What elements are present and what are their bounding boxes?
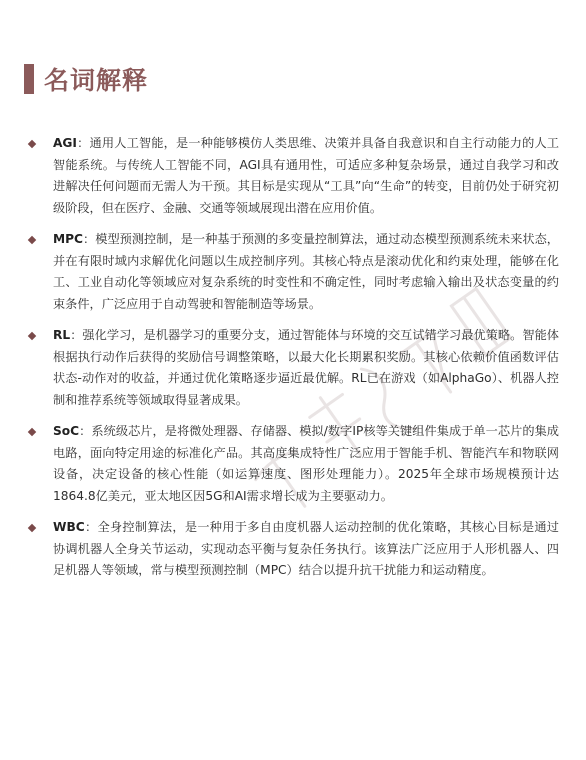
diamond-bullet-icon bbox=[28, 524, 36, 532]
diamond-bullet-icon bbox=[28, 428, 36, 436]
glossary-item-wbc bbox=[29, 517, 559, 582]
page-title: 名词解释 bbox=[44, 66, 149, 95]
glossary-item-soc bbox=[29, 421, 559, 507]
diamond-bullet-icon bbox=[28, 236, 36, 244]
section-header bbox=[24, 64, 148, 94]
glossary-term: AGI bbox=[53, 136, 77, 150]
glossary-list bbox=[29, 133, 559, 592]
glossary-term: MPC bbox=[53, 232, 84, 246]
glossary-definition: ：强化学习，是机器学习的重要分支，通过智能体与环境的交互试错学习最优策略。智能体根据执行动作后获得的奖励信号调整策略，以最大化长期累积奖励。其核心依赖价值函数评估状态-动作对的收益，并通过优化策略逐步逼近最优解。RL已在游戏（如AlphaGo）、机器人控制和推荐系统等领域取得显著成果。 bbox=[53, 328, 559, 407]
glossary-definition: ：全身控制算法，是一种用于多自由度机器人运动控制的优化策略，其核心目标是通过协调机器人全身关节运动，实现动态平衡与复杂任务执行。该算法广泛应用于人形机器人、四足机器人等领域，常与模型预测控制（MPC）结合以提升抗干扰能力和运动精度。 bbox=[53, 520, 559, 577]
glossary-item-agi bbox=[29, 133, 559, 219]
glossary-definition: ：系统级芯片，是将微处理器、存储器、模拟/数字IP核等关键组件集成于单一芯片的集成电路，面向特定用途的标准化产品。其高度集成特性广泛应用于智能手机、智能汽车和物联网设备，决定设备的核心性能（如运算速度、图形处理能力）。2025年全球市场规模预计达1864.8亿美元，亚太地区因5G和AI需求增长成为主要驱动力。 bbox=[53, 424, 559, 503]
diamond-bullet-icon bbox=[28, 140, 36, 148]
glossary-definition: ：通用人工智能，是一种能够模仿人类思维、决策并具备自我意识和自主行动能力的人工智能系统。与传统人工智能不同，AGI具有通用性，可适应多种复杂场景，通过自我学习和改进解决任何问题而无需人为干预。其目标是实现从“工具”向“生命”的转变，目前仍处于研究初级阶段，但在医疗、金融、交通等领域展现出潜在应用价值。 bbox=[53, 136, 559, 215]
header-accent-bar bbox=[24, 64, 34, 94]
glossary-term: RL bbox=[53, 328, 71, 342]
diamond-bullet-icon bbox=[28, 332, 36, 340]
glossary-definition: ：模型预测控制，是一种基于预测的多变量控制算法，通过动态模型预测系统未来状态，并在有限时域内求解优化问题以生成控制序列。其核心特点是滚动优化和约束处理，能够在化工、工业自动化等领域应对复杂系统的时变性和不确定性，同时考虑输入输出及状态变量的约束条件，广泛应用于自动驾驶和智能制造等场景。 bbox=[53, 232, 559, 311]
glossary-term: SoC bbox=[53, 424, 80, 438]
glossary-item-mpc bbox=[29, 229, 559, 315]
glossary-item-rl bbox=[29, 325, 559, 411]
glossary-term: WBC bbox=[53, 520, 85, 534]
